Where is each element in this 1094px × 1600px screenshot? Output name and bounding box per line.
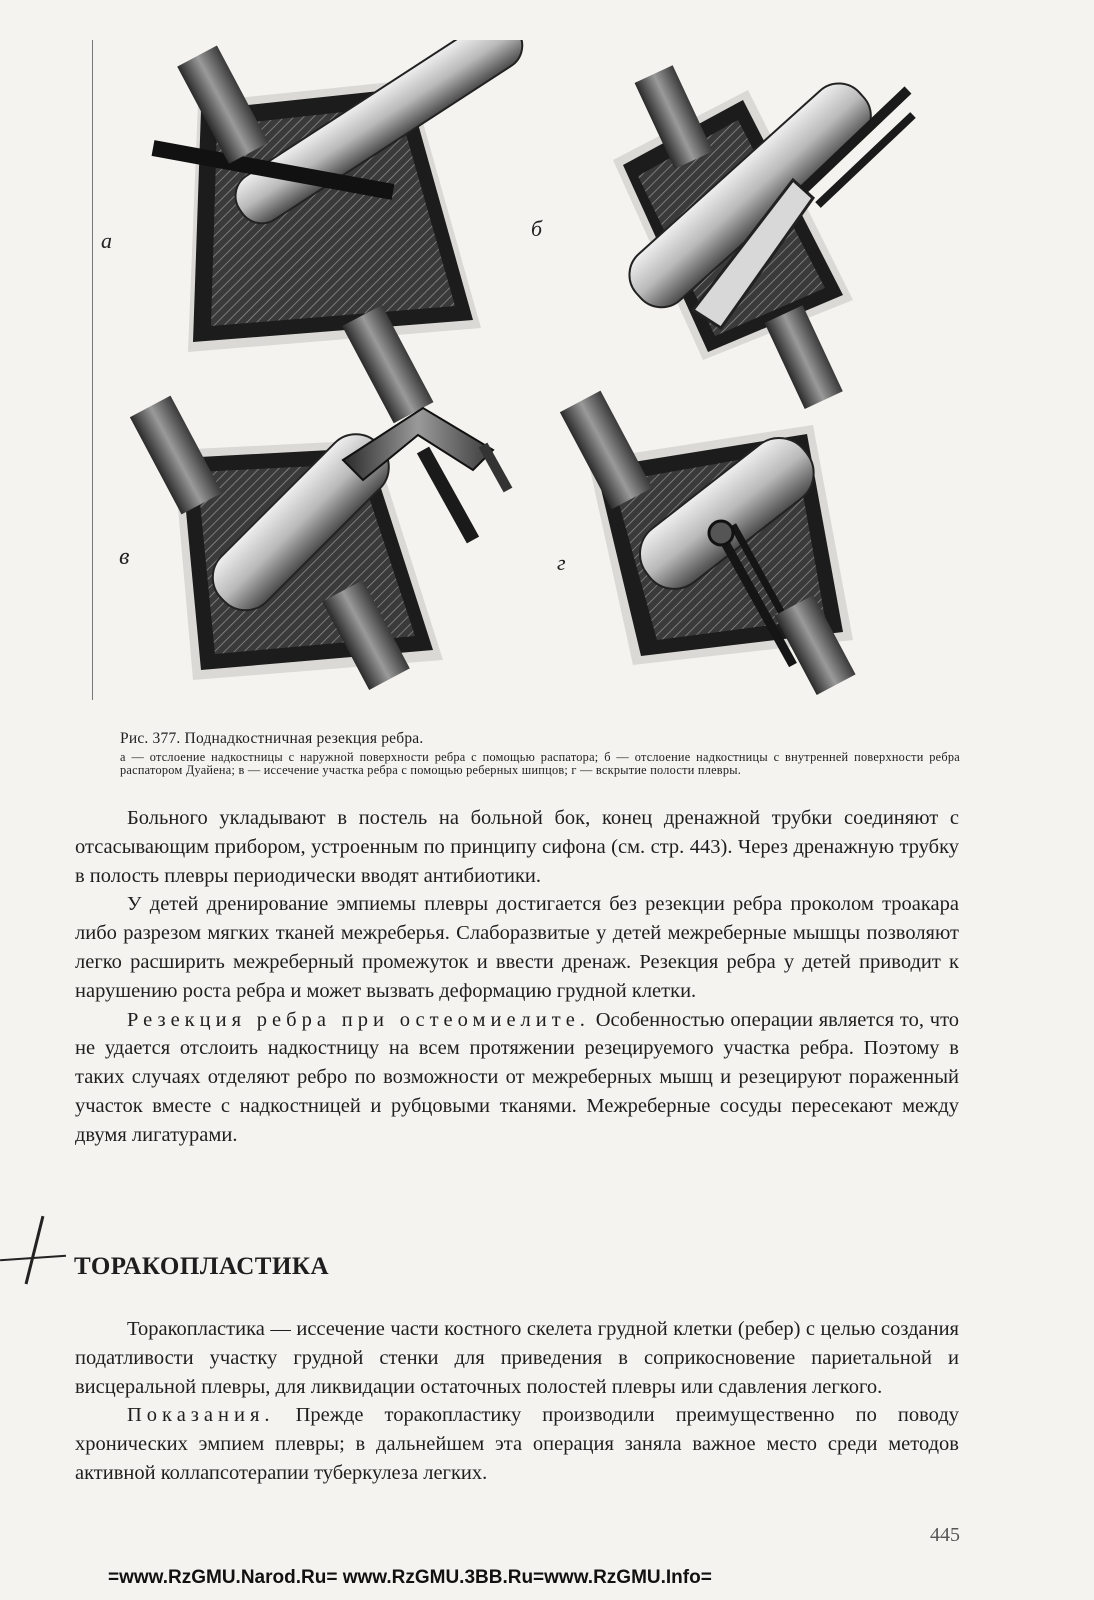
panel-label-g: г xyxy=(557,550,566,575)
paragraph-5 xyxy=(75,1401,959,1487)
panel-a xyxy=(153,40,531,423)
panel-label-b: б xyxy=(531,216,543,241)
panel-label-a: а xyxy=(101,228,112,253)
panel-g xyxy=(560,391,856,695)
body-text-lower xyxy=(75,1315,959,1488)
paragraph-3 xyxy=(75,1006,959,1150)
paragraph-3-text: Особенностью операции является то, что не удается отслоить надкостницу на всем протяжении резецируемого участка ребра. Поэтому в таких случаях отделяют ребро по возможности от межреберных мышц и резецируют пораженный участок вместе с надкостницей и рубцовыми тканями. Межреберные сосуды пересекают между двумя лигатурами. xyxy=(75,1008,960,1146)
paragraph-2: У детей дренирование эмпиемы плевры достигается без резекции ребра проколом троакара либо разрезом мягких тканей межреберья. Слаборазвитые у детей межреберные мышцы позволяют легко расширить межреберный промежуток и ввести дренаж. Резекция ребра у детей приводит к нарушению роста ребра и может вызвать деформацию грудной клетки. xyxy=(75,893,959,1002)
figure-caption xyxy=(120,730,960,778)
footer-watermark: =www.RzGMU.Narod.Ru= www.RzGMU.3BB.Ru=www.RzGMU.Info= xyxy=(108,1567,712,1588)
figure-377 xyxy=(92,40,953,700)
page-number: 445 xyxy=(930,1524,960,1546)
panel-v xyxy=(130,396,508,690)
panel-label-v: в xyxy=(119,544,130,570)
figure-illustration xyxy=(93,40,953,700)
spaced-lead-indications: Показания. xyxy=(127,1404,275,1427)
spaced-lead-osteomyelitis: Резекция ребра при остеомиелите. xyxy=(127,1008,590,1031)
paragraph-4: Торакопластика — иссечение части костного скелета грудной клетки (ребер) с целью создания податливости участку грудной стенки для приведения в соприкосновение париетальной и висцеральной плевры, для ликвидации остаточных полостей плевры или сдавления легкого. xyxy=(75,1318,959,1398)
paragraph-1: Больного укладывают в постель на больной бок, конец дренажной трубки соединяют с отсасывающим прибором, устроенным по принципу сифона (см. стр. 443). Через дренажную трубку в полость плевры периодически вводят антибиотики. xyxy=(75,807,959,887)
section-heading: ТОРАКОПЛАСТИКА xyxy=(74,1253,330,1280)
pen-mark-vertical xyxy=(25,1216,44,1285)
paragraph-5-text: Прежде торакопластику производили преимущественно по поводу хронических эмпием плевры; в дальнейшем эта операция заняла важное место среди методов активной коллапсотерапии туберкулеза легких. xyxy=(75,1404,959,1484)
panel-b xyxy=(613,65,913,409)
caption-body: а — отслоение надкостницы с наружной поверхности ребра с помощью распатора; б — отслоение надкостницы с внутренней поверхности ребра распатором Дуайена; в — иссечение участка ребра с помощью реберных шипцов; г — вскрытие полости плевры. xyxy=(120,750,960,778)
caption-title: Рис. 377. Поднадкостничная резекция ребра. xyxy=(120,730,424,747)
body-text-upper xyxy=(75,804,959,1150)
